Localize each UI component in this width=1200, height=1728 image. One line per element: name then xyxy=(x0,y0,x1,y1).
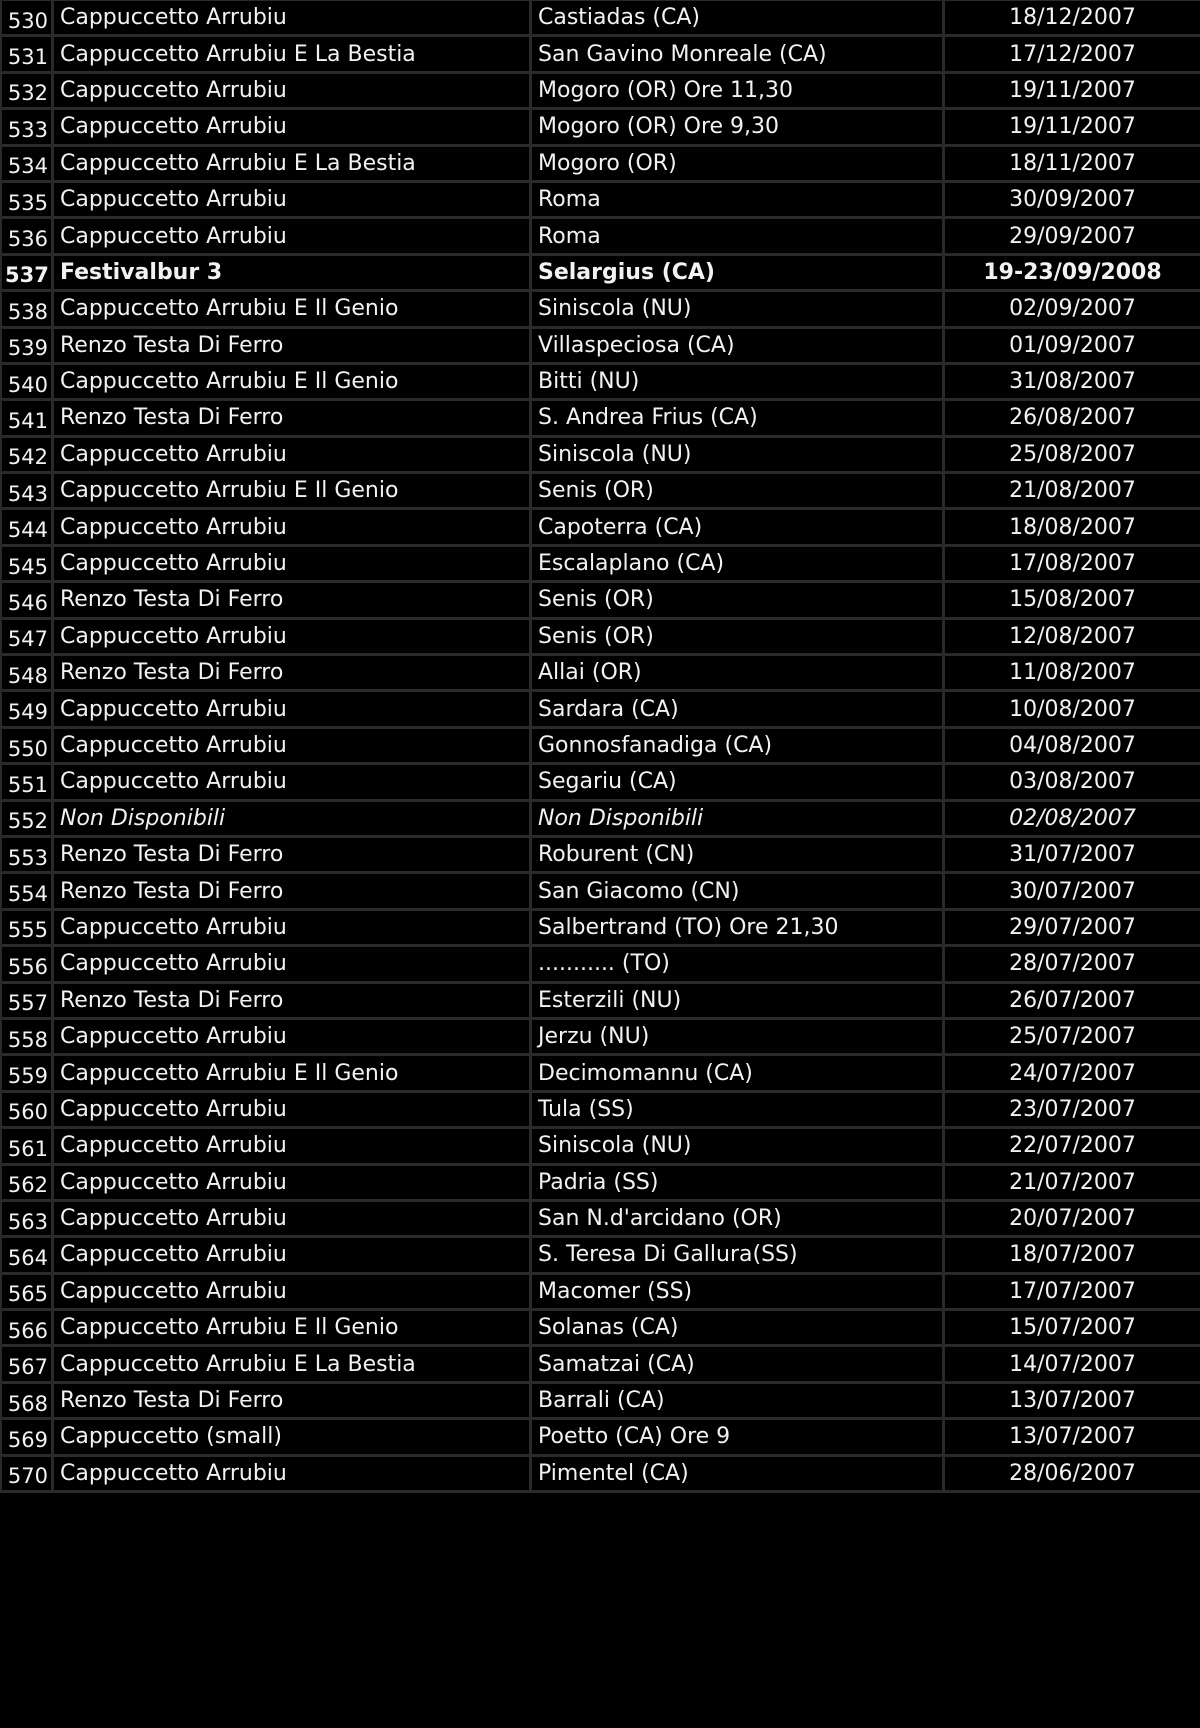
row-number: 535 xyxy=(1,181,53,217)
row-number: 567 xyxy=(1,1346,53,1382)
artist-cell: Cappuccetto Arrubiu xyxy=(53,72,531,108)
artist-cell: Festivalbur 3 xyxy=(53,254,531,290)
table-row xyxy=(1,327,1200,363)
artist-cell: Cappuccetto Arrubiu xyxy=(53,1200,531,1236)
artist-cell: Cappuccetto Arrubiu xyxy=(53,727,531,763)
date-cell: 26/07/2007 xyxy=(944,982,1200,1018)
location-cell: S. Andrea Frius (CA) xyxy=(531,400,944,436)
artist-cell: Cappuccetto Arrubiu xyxy=(53,0,531,36)
date-cell: 18/11/2007 xyxy=(944,145,1200,181)
artist-cell: Cappuccetto Arrubiu xyxy=(53,946,531,982)
date-cell: 02/08/2007 xyxy=(944,800,1200,836)
date-cell: 15/07/2007 xyxy=(944,1310,1200,1346)
location-cell: Capoterra (CA) xyxy=(531,509,944,545)
row-number: 539 xyxy=(1,327,53,363)
artist-cell: Renzo Testa Di Ferro xyxy=(53,400,531,436)
date-cell: 28/06/2007 xyxy=(944,1455,1200,1491)
table-row xyxy=(1,109,1200,145)
row-number: 561 xyxy=(1,1128,53,1164)
table-row xyxy=(1,946,1200,982)
table-row xyxy=(1,400,1200,436)
row-number: 568 xyxy=(1,1382,53,1418)
location-cell: San Gavino Monreale (CA) xyxy=(531,36,944,72)
table-row xyxy=(1,873,1200,909)
row-number: 540 xyxy=(1,363,53,399)
location-cell: Siniscola (NU) xyxy=(531,436,944,472)
artist-cell: Cappuccetto Arrubiu xyxy=(53,1237,531,1273)
row-number: 549 xyxy=(1,691,53,727)
table-row xyxy=(1,145,1200,181)
row-number: 550 xyxy=(1,727,53,763)
row-number: 557 xyxy=(1,982,53,1018)
location-cell: Roma xyxy=(531,181,944,217)
location-cell: Segariu (CA) xyxy=(531,764,944,800)
table-row xyxy=(1,982,1200,1018)
date-cell: 30/07/2007 xyxy=(944,873,1200,909)
date-cell: 12/08/2007 xyxy=(944,618,1200,654)
table-row xyxy=(1,618,1200,654)
table-row xyxy=(1,1237,1200,1273)
artist-cell: Renzo Testa Di Ferro xyxy=(53,582,531,618)
date-cell: 13/07/2007 xyxy=(944,1382,1200,1418)
location-cell: Roburent (CN) xyxy=(531,836,944,872)
row-number: 534 xyxy=(1,145,53,181)
row-number: 533 xyxy=(1,109,53,145)
artist-cell: Cappuccetto Arrubiu E Il Genio xyxy=(53,473,531,509)
location-cell: Gonnosfanadiga (CA) xyxy=(531,727,944,763)
row-number: 556 xyxy=(1,946,53,982)
table-row xyxy=(1,1018,1200,1054)
date-cell: 20/07/2007 xyxy=(944,1200,1200,1236)
artist-cell: Renzo Testa Di Ferro xyxy=(53,655,531,691)
location-cell: Samatzai (CA) xyxy=(531,1346,944,1382)
artist-cell: Cappuccetto Arrubiu xyxy=(53,909,531,945)
artist-cell: Cappuccetto (small) xyxy=(53,1419,531,1455)
artist-cell: Cappuccetto Arrubiu xyxy=(53,1273,531,1309)
artist-cell: Renzo Testa Di Ferro xyxy=(53,327,531,363)
table-row xyxy=(1,691,1200,727)
date-cell: 01/09/2007 xyxy=(944,327,1200,363)
row-number: 565 xyxy=(1,1273,53,1309)
date-cell: 21/07/2007 xyxy=(944,1164,1200,1200)
row-number: 559 xyxy=(1,1055,53,1091)
date-cell: 15/08/2007 xyxy=(944,582,1200,618)
table-row xyxy=(1,1382,1200,1418)
artist-cell: Renzo Testa Di Ferro xyxy=(53,836,531,872)
location-cell: Selargius (CA) xyxy=(531,254,944,290)
table-row xyxy=(1,0,1200,36)
artist-cell: Cappuccetto Arrubiu xyxy=(53,509,531,545)
date-cell: 19/11/2007 xyxy=(944,109,1200,145)
location-cell: San N.d'arcidano (OR) xyxy=(531,1200,944,1236)
row-number: 548 xyxy=(1,655,53,691)
location-cell: Salbertrand (TO) Ore 21,30 xyxy=(531,909,944,945)
location-cell: Senis (OR) xyxy=(531,618,944,654)
date-cell: 29/07/2007 xyxy=(944,909,1200,945)
location-cell: Siniscola (NU) xyxy=(531,291,944,327)
location-cell: Decimomannu (CA) xyxy=(531,1055,944,1091)
row-number: 563 xyxy=(1,1200,53,1236)
artist-cell: Cappuccetto Arrubiu xyxy=(53,691,531,727)
table-row xyxy=(1,1455,1200,1491)
artist-cell: Renzo Testa Di Ferro xyxy=(53,982,531,1018)
table-row xyxy=(1,1128,1200,1164)
artist-cell: Renzo Testa Di Ferro xyxy=(53,1382,531,1418)
row-number: 566 xyxy=(1,1310,53,1346)
row-number: 558 xyxy=(1,1018,53,1054)
artist-cell: Renzo Testa Di Ferro xyxy=(53,873,531,909)
date-cell: 18/12/2007 xyxy=(944,0,1200,36)
artist-cell: Cappuccetto Arrubiu xyxy=(53,218,531,254)
table-row xyxy=(1,436,1200,472)
location-cell: Castiadas (CA) xyxy=(531,0,944,36)
date-cell: 31/08/2007 xyxy=(944,363,1200,399)
table-row xyxy=(1,509,1200,545)
location-cell: Escalaplano (CA) xyxy=(531,545,944,581)
row-number: 541 xyxy=(1,400,53,436)
row-number: 530 xyxy=(1,0,53,36)
location-cell: Jerzu (NU) xyxy=(531,1018,944,1054)
table-row xyxy=(1,1200,1200,1236)
date-cell: 17/12/2007 xyxy=(944,36,1200,72)
date-cell: 21/08/2007 xyxy=(944,473,1200,509)
location-cell: Poetto (CA) Ore 9 xyxy=(531,1419,944,1455)
table-row xyxy=(1,727,1200,763)
table-row xyxy=(1,1055,1200,1091)
date-cell: 25/08/2007 xyxy=(944,436,1200,472)
row-number: 545 xyxy=(1,545,53,581)
location-cell: Senis (OR) xyxy=(531,473,944,509)
date-cell: 03/08/2007 xyxy=(944,764,1200,800)
date-cell: 28/07/2007 xyxy=(944,946,1200,982)
artist-cell: Cappuccetto Arrubiu xyxy=(53,109,531,145)
location-cell: Mogoro (OR) Ore 11,30 xyxy=(531,72,944,108)
location-cell: S. Teresa Di Gallura(SS) xyxy=(531,1237,944,1273)
table-row xyxy=(1,218,1200,254)
table-row xyxy=(1,1164,1200,1200)
table-row xyxy=(1,800,1200,836)
artist-cell: Cappuccetto Arrubiu E La Bestia xyxy=(53,36,531,72)
date-cell: 25/07/2007 xyxy=(944,1018,1200,1054)
table-row xyxy=(1,363,1200,399)
location-cell: Esterzili (NU) xyxy=(531,982,944,1018)
date-cell: 19-23/09/2008 xyxy=(944,254,1200,290)
location-cell: Padria (SS) xyxy=(531,1164,944,1200)
location-cell: Villaspeciosa (CA) xyxy=(531,327,944,363)
table-row xyxy=(1,1419,1200,1455)
location-cell: Sardara (CA) xyxy=(531,691,944,727)
location-cell: Macomer (SS) xyxy=(531,1273,944,1309)
date-cell: 19/11/2007 xyxy=(944,72,1200,108)
table-row xyxy=(1,1091,1200,1127)
row-number: 531 xyxy=(1,36,53,72)
date-cell: 22/07/2007 xyxy=(944,1128,1200,1164)
artist-cell: Cappuccetto Arrubiu xyxy=(53,764,531,800)
date-cell: 04/08/2007 xyxy=(944,727,1200,763)
artist-cell: Cappuccetto Arrubiu xyxy=(53,436,531,472)
artist-cell: Cappuccetto Arrubiu E La Bestia xyxy=(53,145,531,181)
location-cell: ........... (TO) xyxy=(531,946,944,982)
table-row xyxy=(1,836,1200,872)
row-number: 551 xyxy=(1,764,53,800)
table-row xyxy=(1,36,1200,72)
date-cell: 18/07/2007 xyxy=(944,1237,1200,1273)
location-cell: Allai (OR) xyxy=(531,655,944,691)
table-row xyxy=(1,909,1200,945)
table-row xyxy=(1,473,1200,509)
date-cell: 31/07/2007 xyxy=(944,836,1200,872)
artist-cell: Cappuccetto Arrubiu E Il Genio xyxy=(53,1055,531,1091)
row-number: 555 xyxy=(1,909,53,945)
row-number: 552 xyxy=(1,800,53,836)
date-cell: 23/07/2007 xyxy=(944,1091,1200,1127)
row-number: 562 xyxy=(1,1164,53,1200)
row-number: 560 xyxy=(1,1091,53,1127)
location-cell: San Giacomo (CN) xyxy=(531,873,944,909)
table-row xyxy=(1,1310,1200,1346)
date-cell: 14/07/2007 xyxy=(944,1346,1200,1382)
table-row xyxy=(1,764,1200,800)
row-number: 546 xyxy=(1,582,53,618)
artist-cell: Non Disponibili xyxy=(53,800,531,836)
table-row xyxy=(1,291,1200,327)
artist-cell: Cappuccetto Arrubiu E La Bestia xyxy=(53,1346,531,1382)
row-number: 569 xyxy=(1,1419,53,1455)
artist-cell: Cappuccetto Arrubiu xyxy=(53,1018,531,1054)
date-cell: 17/07/2007 xyxy=(944,1273,1200,1309)
table-row xyxy=(1,545,1200,581)
row-number: 536 xyxy=(1,218,53,254)
location-cell: Pimentel (CA) xyxy=(531,1455,944,1491)
artist-cell: Cappuccetto Arrubiu xyxy=(53,1128,531,1164)
location-cell: Mogoro (OR) xyxy=(531,145,944,181)
table-row xyxy=(1,582,1200,618)
row-number: 553 xyxy=(1,836,53,872)
date-cell: 02/09/2007 xyxy=(944,291,1200,327)
date-cell: 17/08/2007 xyxy=(944,545,1200,581)
table-row xyxy=(1,1273,1200,1309)
row-number: 543 xyxy=(1,473,53,509)
events-table-body xyxy=(1,0,1200,1492)
date-cell: 18/08/2007 xyxy=(944,509,1200,545)
location-cell: Roma xyxy=(531,218,944,254)
date-cell: 30/09/2007 xyxy=(944,181,1200,217)
location-cell: Senis (OR) xyxy=(531,582,944,618)
artist-cell: Cappuccetto Arrubiu xyxy=(53,181,531,217)
date-cell: 10/08/2007 xyxy=(944,691,1200,727)
artist-cell: Cappuccetto Arrubiu xyxy=(53,1091,531,1127)
artist-cell: Cappuccetto Arrubiu xyxy=(53,618,531,654)
date-cell: 24/07/2007 xyxy=(944,1055,1200,1091)
table-row xyxy=(1,254,1200,290)
row-number: 564 xyxy=(1,1237,53,1273)
artist-cell: Cappuccetto Arrubiu xyxy=(53,1455,531,1491)
location-cell: Non Disponibili xyxy=(531,800,944,836)
row-number: 570 xyxy=(1,1455,53,1491)
location-cell: Bitti (NU) xyxy=(531,363,944,399)
row-number: 554 xyxy=(1,873,53,909)
row-number: 544 xyxy=(1,509,53,545)
location-cell: Barrali (CA) xyxy=(531,1382,944,1418)
artist-cell: Cappuccetto Arrubiu xyxy=(53,1164,531,1200)
row-number: 538 xyxy=(1,291,53,327)
date-cell: 29/09/2007 xyxy=(944,218,1200,254)
table-row xyxy=(1,72,1200,108)
artist-cell: Cappuccetto Arrubiu E Il Genio xyxy=(53,291,531,327)
date-cell: 13/07/2007 xyxy=(944,1419,1200,1455)
row-number: 547 xyxy=(1,618,53,654)
artist-cell: Cappuccetto Arrubiu E Il Genio xyxy=(53,363,531,399)
row-number: 532 xyxy=(1,72,53,108)
location-cell: Siniscola (NU) xyxy=(531,1128,944,1164)
table-row xyxy=(1,181,1200,217)
location-cell: Tula (SS) xyxy=(531,1091,944,1127)
row-number: 542 xyxy=(1,436,53,472)
date-cell: 26/08/2007 xyxy=(944,400,1200,436)
table-row xyxy=(1,1346,1200,1382)
location-cell: Solanas (CA) xyxy=(531,1310,944,1346)
date-cell: 11/08/2007 xyxy=(944,655,1200,691)
artist-cell: Cappuccetto Arrubiu E Il Genio xyxy=(53,1310,531,1346)
location-cell: Mogoro (OR) Ore 9,30 xyxy=(531,109,944,145)
artist-cell: Cappuccetto Arrubiu xyxy=(53,545,531,581)
row-number: 537 xyxy=(1,254,53,290)
table-row xyxy=(1,655,1200,691)
